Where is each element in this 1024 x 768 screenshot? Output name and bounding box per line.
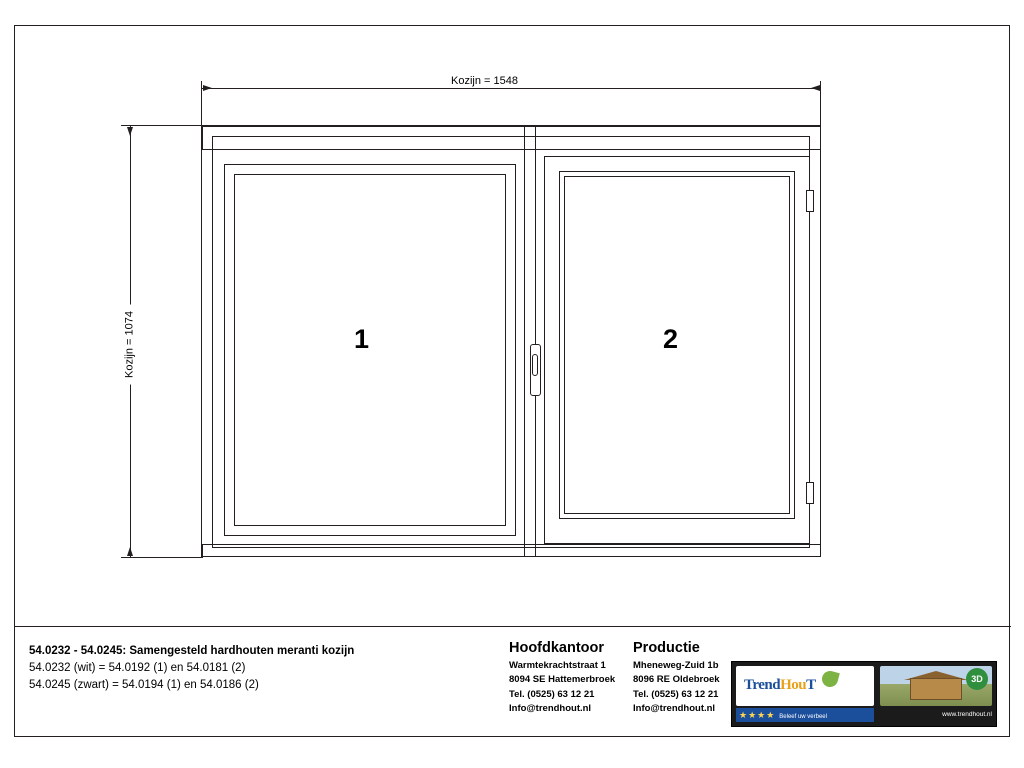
variant-black-line: 54.0245 (zwart) = 54.0194 (1) en 54.0186 (2)	[29, 679, 259, 691]
window-handle-grip[interactable]	[532, 354, 538, 376]
cabin-icon	[910, 678, 962, 700]
leaf-icon	[820, 669, 840, 689]
technical-drawing	[15, 26, 1011, 626]
drawing-title: 54.0232 - 54.0245: Samengesteld hardhouten meranti kozijn	[29, 645, 355, 657]
sheet-border	[14, 25, 1010, 737]
title-block	[15, 626, 1011, 738]
office-head-office	[509, 641, 615, 717]
panel-label-1: 1	[354, 324, 370, 354]
office-phone: Tel. (0525) 63 12 21	[633, 688, 719, 700]
dim-arrow-bottom	[127, 547, 133, 556]
dim-arrow-right	[811, 85, 820, 91]
dimension-width-label: Kozijn = 1548	[445, 75, 524, 88]
office-production	[633, 641, 720, 717]
variant-white-line: 54.0232 (wit) = 54.0192 (1) en 54.0181 (2)	[29, 662, 246, 674]
logo-brand-part1: Trend	[744, 677, 781, 693]
logo-wordmark-box	[736, 666, 874, 706]
dim-extension-bottom	[121, 557, 203, 558]
window-hinge-bottom	[806, 482, 814, 504]
window-sill	[202, 544, 821, 557]
sash-panel-1[interactable]	[224, 164, 516, 536]
window-mullion	[524, 126, 536, 557]
logo-rating-bar	[736, 708, 874, 722]
office-address-line: Mheneweg-Zuid 1b	[633, 659, 719, 671]
office-address-line: 8094 SE Hattemerbroek	[509, 674, 616, 685]
logo-brand-part3: T	[806, 677, 816, 693]
office-email[interactable]: Info@trendhout.nl	[509, 703, 592, 714]
3d-badge-icon: 3D	[966, 668, 988, 690]
title-block-text	[29, 643, 489, 694]
dimension-height-label: Kozijn = 1074	[120, 305, 141, 385]
office-email[interactable]: Info@trendhout.nl	[633, 703, 716, 714]
star-icons: ★★★★	[739, 710, 776, 720]
glass-panel-1	[234, 174, 506, 526]
logo-wordmark	[744, 677, 816, 694]
dim-line-width	[201, 88, 821, 89]
office-address-line: Warmtekrachtstraat 1	[509, 659, 606, 671]
office-phone: Tel. (0525) 63 12 21	[509, 688, 595, 700]
window-frame-outer	[201, 125, 821, 557]
company-logo	[731, 661, 997, 727]
office-heading: Hoofdkantoor	[509, 640, 605, 656]
office-heading: Productie	[633, 640, 700, 656]
window-hinge-top	[806, 190, 814, 212]
logo-website[interactable]: www.trendhout.nl	[942, 711, 992, 718]
window-head	[202, 126, 821, 150]
logo-slogan: Beleef uw verbeel	[779, 714, 827, 720]
logo-photo	[880, 666, 992, 706]
dim-extension-top	[121, 125, 203, 126]
dim-arrow-left	[203, 85, 212, 91]
logo-brand-part2: Hou	[780, 677, 807, 693]
office-address-line: 8096 RE Oldebroek	[633, 674, 720, 685]
panel-label-2: 2	[663, 324, 679, 354]
dim-arrow-top	[127, 127, 133, 136]
